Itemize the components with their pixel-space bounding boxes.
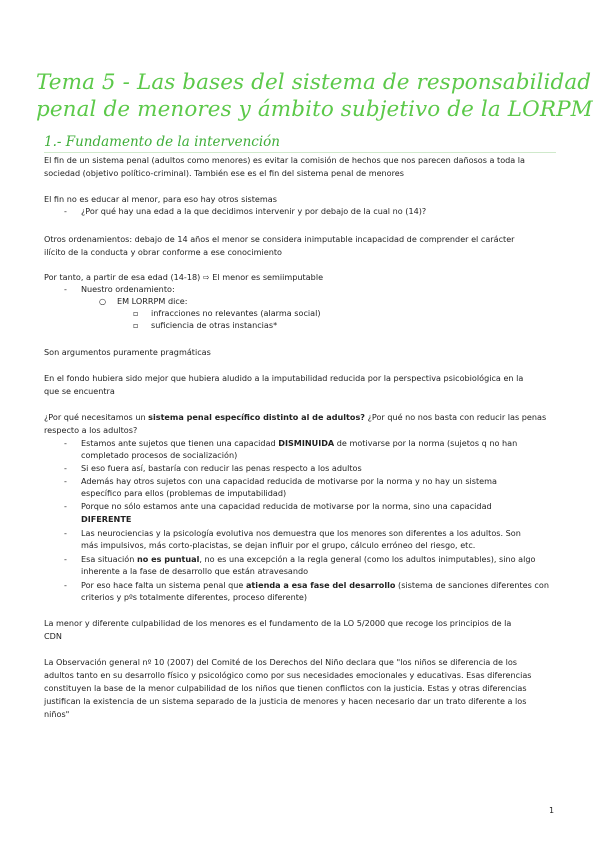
paragraph-7-bold-text: sistema penal específico distinto al de adultos? <box>148 412 365 422</box>
bullet-7-text-c: (sistema de sanciones diferentes con <box>395 580 549 590</box>
bullet-dash: - <box>64 554 67 564</box>
bullet-2-line-1: Si eso fuera así, bastaría con reducir las penas respecto a los adultos <box>81 463 362 473</box>
bullet-dash: - <box>64 476 67 486</box>
bullet-dash: - <box>64 284 67 294</box>
paragraph-6-line-1: En el fondo hubiera sido mejor que hubiera aludido a la imputabilidad reducida por la perspectiva psicobiológica en la <box>44 373 524 383</box>
section-heading: 1.- Fundamento de la intervención <box>44 134 280 150</box>
paragraph-4-line-1 <box>44 272 323 283</box>
bullet-5-line-1: Las neurociencias y la psicología evolutiva nos demuestra que los menores son diferentes a los adultos. Son <box>81 528 521 538</box>
paragraph-4-bullet-3: infracciones no relevantes (alarma social) <box>151 308 321 318</box>
bullet-dash: - <box>64 206 67 216</box>
bullet-dash: - <box>64 463 67 473</box>
paragraph-1-line-1: El fin de un sistema penal (adultos como menores) es evitar la comisión de hechos que nos parecen dañosos a toda la <box>44 155 526 165</box>
bullet-1-line-1 <box>81 438 517 449</box>
bullet-4-line-1: Porque no sólo estamos ante una capacidad reducida de motivarse por la norma, sino una capacidad <box>81 501 492 511</box>
bullet-1-text-a: Estamos ante sujetos que tienen una capacidad <box>81 438 279 448</box>
section-heading-underline <box>44 152 556 153</box>
document-title-line-1: Tema 5 - Las bases del sistema de responsabilidad <box>36 70 592 95</box>
arrow-right-icon: ⇨ <box>202 272 210 282</box>
paragraph-4-bullet-1: Nuestro ordenamiento: <box>81 284 175 294</box>
bullet-dash: - <box>64 438 67 448</box>
paragraph-7-line-2: respecto a los adultos? <box>44 425 138 435</box>
paragraph-9-line-2: adultos tanto en su desarrollo físico y psicológico como por sus necesidades emocionales y educativas. Esas diferencias <box>44 670 532 680</box>
paragraph-2-line-1: El fin no es educar al menor, para eso hay otros sistemas <box>44 194 277 204</box>
bullet-1-line-2: completado procesos de socialización) <box>81 450 238 460</box>
bullet-dash: - <box>64 501 67 511</box>
paragraph-3-line-2: ilícito de la conducta y obrar conforme a ese conocimiento <box>44 247 282 257</box>
bullet-6-text-c: , no es una excepción a la regla general (como los adultos inimputables), sino algo <box>199 554 536 564</box>
bullet-6-text-a: Esa situación <box>81 554 137 564</box>
bullet-square: ▫ <box>133 308 139 318</box>
paragraph-9-line-3: constituyen la base de la menor culpabilidad de los niños que tienen conflictos con la justicia. Estas y otras diferencias <box>44 683 527 693</box>
bullet-1-bold-text: DISMINUIDA <box>278 438 335 448</box>
bullet-4-line-2: DIFERENTE <box>81 514 132 524</box>
bullet-5-line-2: más impulsivos, más corto-placistas, se dejan influir por el grupo, cálculo erróneo del riesgo, etc. <box>81 540 476 550</box>
bullet-6-line-2: inherente a la fase de desarrollo que están atravesando <box>81 566 309 576</box>
paragraph-4-text-a: Por tanto, a partir de esa edad (14-18) <box>44 272 201 282</box>
paragraph-5: Son argumentos puramente pragmáticas <box>44 347 211 357</box>
paragraph-3-line-1: Otros ordenamientos: debajo de 14 años el menor se considera inimputable incapacidad de comprender el carácter <box>44 234 515 244</box>
paragraph-2-bullet-1: ¿Por qué hay una edad a la que decidimos intervenir y por debajo de la cual no (14)? <box>81 206 427 216</box>
bullet-6-line-1 <box>81 554 535 565</box>
bullet-7-text-a: Por eso hace falta un sistema penal que <box>81 580 246 590</box>
paragraph-7-text-a: ¿Por qué necesitamos un <box>44 412 149 422</box>
bullet-7-line-1 <box>81 580 549 591</box>
bullet-dash: - <box>64 580 67 590</box>
bullet-circle: ○ <box>99 296 107 306</box>
bullet-6-bold-text: no es puntual <box>136 554 200 564</box>
page-number: 1 <box>549 806 555 815</box>
paragraph-4-text-b: El menor es semiimputable <box>212 272 324 282</box>
paragraph-8-line-1: La menor y diferente culpabilidad de los menores es el fundamento de la LO 5/2000 que recoge los principios de la <box>44 618 512 628</box>
bullet-dash: - <box>64 528 67 538</box>
document-title-line-2: penal de menores y ámbito subjetivo de la LORPM <box>36 97 593 122</box>
paragraph-7-line-1 <box>44 412 546 423</box>
paragraph-4-bullet-4: suficiencia de otras instancias* <box>151 320 278 330</box>
bullet-7-line-2: criterios y pºs totalmente diferentes, proceso diferente) <box>81 592 308 602</box>
bullet-square: ▫ <box>133 320 139 330</box>
paragraph-9-line-1: La Observación general nº 10 (2007) del Comité de los Derechos del Niño declara que "los niños se diferencia de los <box>44 657 518 667</box>
bullet-1-text-c: de motivarse por la norma (sujetos q no han <box>334 438 518 448</box>
paragraph-9-line-4: justifican la existencia de un sistema separado de la justicia de menores y hacen necesario dar un trato diferente a los <box>44 696 527 706</box>
paragraph-8-line-2: CDN <box>44 631 62 641</box>
bullet-3-line-1: Además hay otros sujetos con una capacidad reducida de motivarse por la norma y no hay un sistema <box>81 476 498 486</box>
bullet-7-bold-text: atienda a esa fase del desarrollo <box>245 580 396 590</box>
paragraph-7-text-c: ¿Por qué no nos basta con reducir las penas <box>365 412 547 422</box>
bullet-3-line-2: específico para ellos (problemas de imputabilidad) <box>81 488 287 498</box>
paragraph-9-line-5: niños" <box>44 709 70 719</box>
paragraph-1-line-2: sociedad (objetivo político-criminal). También ese es el fin del sistema penal de menores <box>44 168 404 178</box>
paragraph-6-line-2: que se encuentra <box>44 386 115 396</box>
paragraph-4-bullet-2: EM LORRPM dice: <box>117 296 188 306</box>
